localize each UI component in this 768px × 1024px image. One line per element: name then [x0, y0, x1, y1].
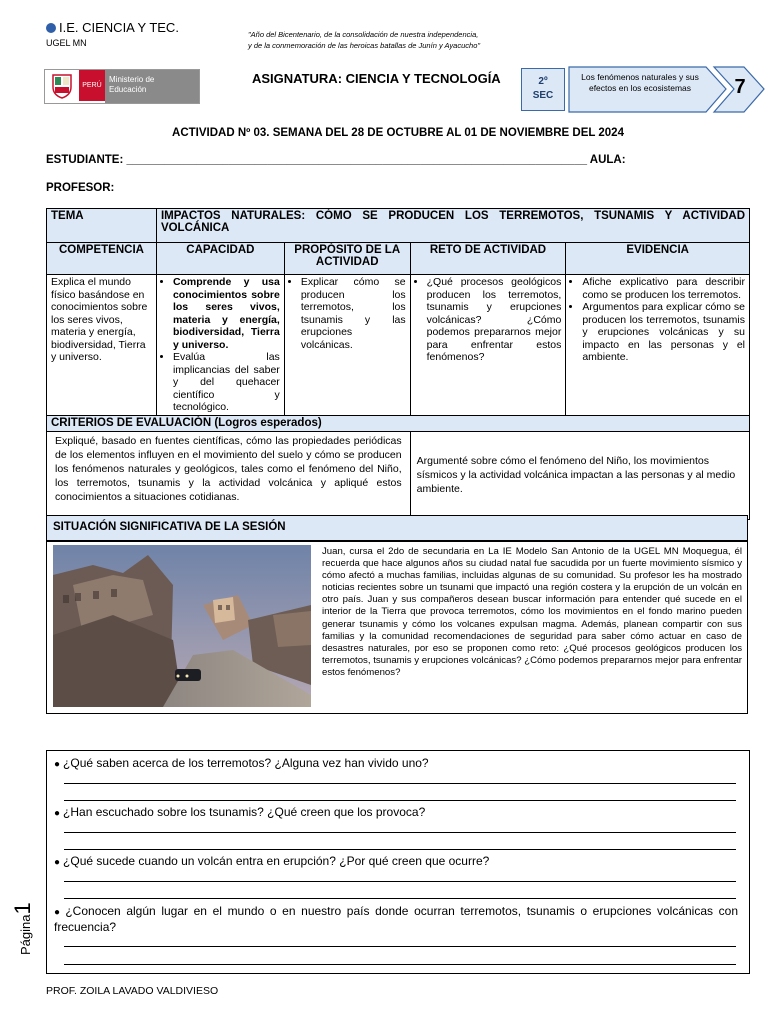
- reto-cell: [410, 275, 566, 416]
- professor-field: PROFESOR:: [46, 182, 115, 194]
- subject-title: ASIGNATURA: CIENCIA Y TECNOLOGÍA: [252, 71, 501, 86]
- reto-item: • ¿Qué procesos geológicos producen los terremotos, tsunamis y erupciones volcánicas? ¿Cómo podemos prepararnos mejor para enfrentar estos fenómenos?: [427, 276, 562, 364]
- footer-teacher: PROF. ZOILA LAVADO VALDIVIESO: [46, 985, 219, 997]
- school-name: [46, 20, 179, 35]
- question-text: ¿Qué sucede cuando un volcán entra en erupción? ¿Por qué creen que ocurre?: [63, 854, 490, 868]
- school-name-text: I.E. CIENCIA Y TEC.: [59, 20, 179, 35]
- situation-title: SITUACIÓN SIGNIFICATIVA DE LA SESIÓN: [46, 515, 748, 541]
- grade-badge: [521, 68, 565, 111]
- capacidad-cell: [156, 275, 284, 416]
- year-motto: [248, 29, 558, 51]
- question-text: ¿Conocen algún lugar en el mundo o en nuestro país donde ocurran terremotos, tsunamis o erupciones volcánicas con frecuencia?: [54, 904, 738, 934]
- activity-title: ACTIVIDAD Nº 03. SEMANA DEL 28 DE OCTUBRE AL 01 DE NOVIEMBRE DEL 2024: [172, 127, 624, 139]
- header-reto: RETO DE ACTIVIDAD: [410, 243, 566, 275]
- header-proposito: PROPÓSITO DE LA ACTIVIDAD: [284, 243, 410, 275]
- competencia-cell: Explica el mundo físico basándose en conocimientos sobre los seres vivos, materia y energía, biodiversidad, Tierra y universo.: [47, 275, 157, 416]
- activity-table: [46, 208, 750, 520]
- unit-number: 7: [734, 76, 746, 98]
- motto-line-2: y de la conmemoración de las heroicas batallas de Junín y Ayacucho": [248, 41, 481, 50]
- header-competencia: COMPETENCIA: [47, 243, 157, 275]
- bullet-icon: ●: [54, 759, 61, 770]
- ministry-line-1: Ministerio de: [109, 75, 155, 84]
- student-field[interactable]: ESTUDIANTE: ________________________________________________________________________ AULA:: [46, 154, 626, 166]
- answer-line[interactable]: [64, 964, 736, 965]
- question-text: ¿Han escuchado sobre los tsunamis? ¿Qué creen que los provoca?: [63, 805, 426, 819]
- header-capacidad: CAPACIDAD: [156, 243, 284, 275]
- capacidad-item: • Evalúa las implicancias del saber y del quehacer científico y tecnológico.: [173, 351, 280, 414]
- proposito-cell: [284, 275, 410, 416]
- page-number: [10, 902, 36, 955]
- unit-title: Los fenómenos naturales y sus efectos en los ecosistemas: [581, 72, 699, 93]
- tema-label: TEMA: [47, 209, 157, 243]
- criterios-label: CRITERIOS DE EVALUACIÓN (Logros esperados): [47, 415, 750, 431]
- ministry-logo: [44, 69, 200, 104]
- question-3: [54, 854, 738, 870]
- criterio-1: Expliqué, basado en fuentes científicas, cómo las propiedades periódicas de los elementos influyen en el movimiento del suelo y cómo se producen los fenómenos naturales y geológicos, tales como el fenómeno del Niño, los terremotos, tsunamis y la actividad volcánica y apliqué estos conocimientos a situaciones cotidianas.: [47, 431, 411, 519]
- evidencia-cell: [566, 275, 750, 416]
- header-evidencia: EVIDENCIA: [566, 243, 750, 275]
- tema-value: IMPACTOS NATURALES: CÓMO SE PRODUCEN LOS TERREMOTOS, TSUNAMIS Y ACTIVIDAD VOLCÁNICA: [156, 209, 749, 243]
- situation-text: Juan, cursa el 2do de secundaria en La IE Modelo San Antonio de la UGEL MN Moquegua, él recuerda que hace algunos años su ciudad natal fue sacudida por un fuerte movimiento sísmico y cómo afectó a muchas familias, incluidas algunas de su comunidad. Su profesor les ha mostrado noticias recientes sobre un tsunami que impactó una región costera y la erupción de un volcán en otro país. Juan y sus compañeros desean buscar información para entender qué sucede en el interior de la Tierra que provoca terremotos, cómo los movimientos en el fondo marino pueden generar tsunamis y cómo los volcanes expulsan magma. Además, planean compartir con sus familias y la comunidad recomendaciones de seguridad para saber cómo actuar en caso de desastres naturales, por eso se proponen como reto: ¿Qué procesos geológicos producen los terremotos, tsunamis y erupciones volcánicas? ¿Cómo podemos prepararnos mejor para enfrentar estos fenómenos?: [322, 546, 742, 678]
- question-1: [54, 756, 738, 772]
- criterio-2: Argumenté sobre cómo el fenómeno del Niño, los movimientos sísmicos y la actividad volcánica impactan a las personas y al medio ambiente.: [410, 431, 749, 519]
- school-logo-icon: [46, 23, 56, 33]
- proposito-item: • Explicar cómo se producen los terremotos, los tsunamis y las erupciones volcánicas.: [301, 276, 406, 351]
- ugel-label: UGEL MN: [46, 38, 87, 48]
- answer-line[interactable]: [64, 898, 736, 899]
- question-4: [54, 904, 738, 935]
- earthquake-photo: [53, 545, 311, 707]
- answer-line[interactable]: [64, 946, 736, 947]
- answer-line[interactable]: [64, 832, 736, 833]
- evidencia-item: • Argumentos para explicar cómo se producen los terremotos, tsunamis y erupciones volcánicas y su impacto en las personas y el ambiente.: [582, 301, 745, 364]
- ministry-country: PERÚ: [79, 70, 105, 101]
- answer-line[interactable]: [64, 849, 736, 850]
- unit-banner: [568, 66, 766, 118]
- question-2: [54, 805, 738, 821]
- grade-number: 2º: [538, 76, 548, 87]
- bullet-icon: ●: [54, 907, 63, 918]
- ministry-line-2: Educación: [109, 85, 147, 94]
- bullet-icon: ●: [54, 808, 61, 819]
- answer-line[interactable]: [64, 783, 736, 784]
- motto-line-1: "Año del Bicentenario, de la consolidación de nuestra independencia,: [248, 30, 479, 39]
- capacidad-item: • Comprende y usa conocimientos sobre los seres vivos, materia y energía, biodiversidad, Tierra y universo.: [173, 276, 280, 351]
- evidencia-item: • Afiche explicativo para describir como se producen los terremotos.: [582, 276, 745, 301]
- ministry-name: [105, 70, 199, 103]
- answer-line[interactable]: [64, 881, 736, 882]
- peru-shield-icon: [45, 70, 79, 101]
- grade-level: SEC: [532, 90, 554, 101]
- page-label: Página: [18, 914, 33, 955]
- answer-line[interactable]: [64, 800, 736, 801]
- question-text: ¿Qué saben acerca de los terremotos? ¿Alguna vez han vivido uno?: [63, 756, 429, 770]
- page-number-value: 1: [10, 902, 35, 915]
- bullet-icon: ●: [54, 857, 61, 868]
